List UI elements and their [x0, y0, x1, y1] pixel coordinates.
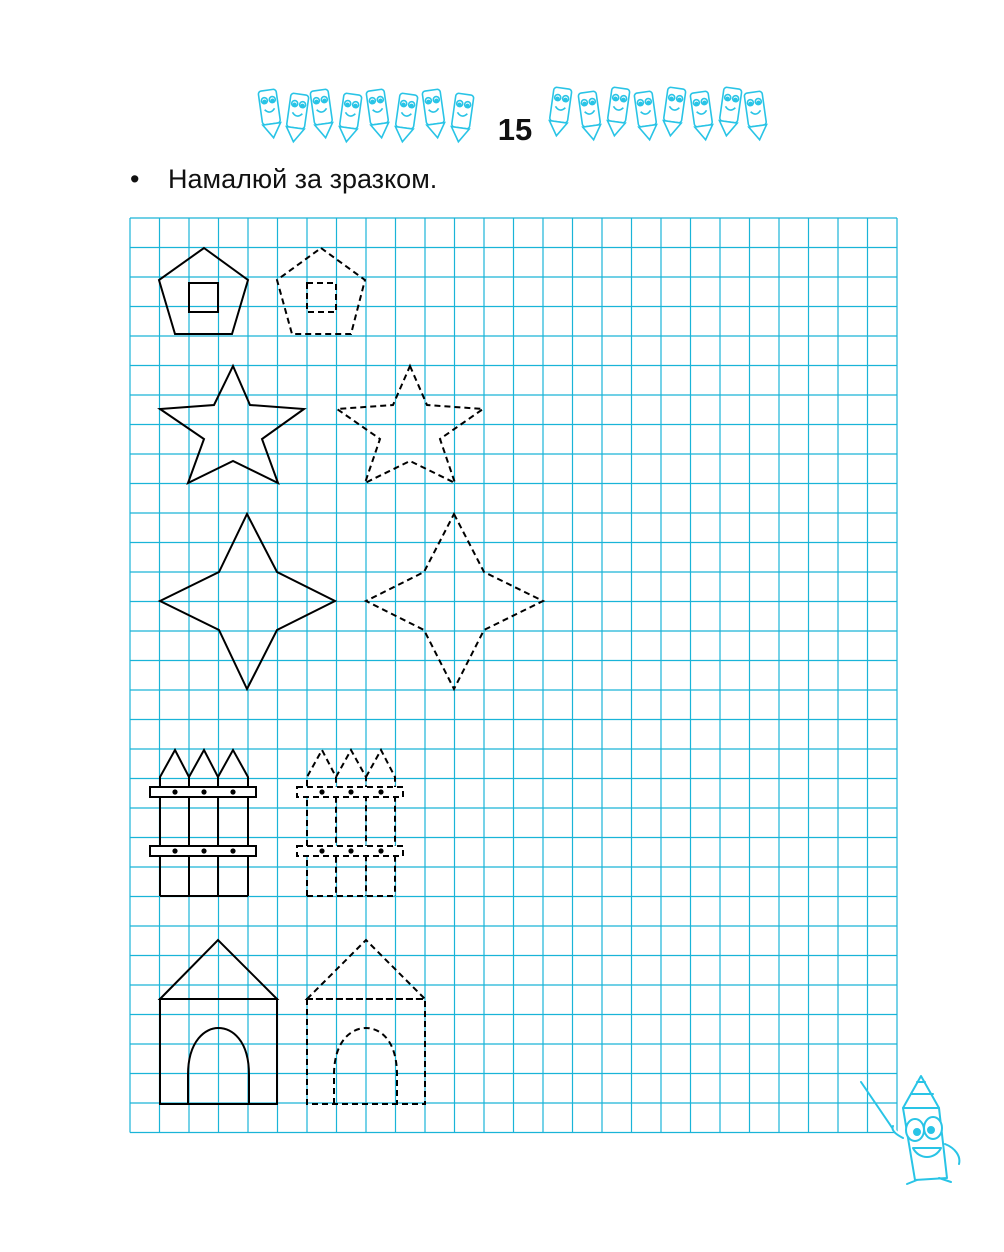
pentagon-trace-figure [277, 248, 365, 334]
graph-paper-grid [130, 218, 897, 1133]
page-number: 15 [497, 112, 533, 147]
picket-fence-trace-figure [297, 750, 403, 896]
fence-nails-sample [172, 789, 235, 853]
pencil-mascot-icon [855, 1068, 967, 1186]
picket-fence-sample-figure [150, 750, 256, 896]
fence-nails-trace [319, 789, 383, 853]
pentagon-sample-figure [159, 248, 248, 334]
bullet-marker: • [130, 164, 140, 194]
instruction-text: Намалюй за зразком. [168, 164, 438, 194]
